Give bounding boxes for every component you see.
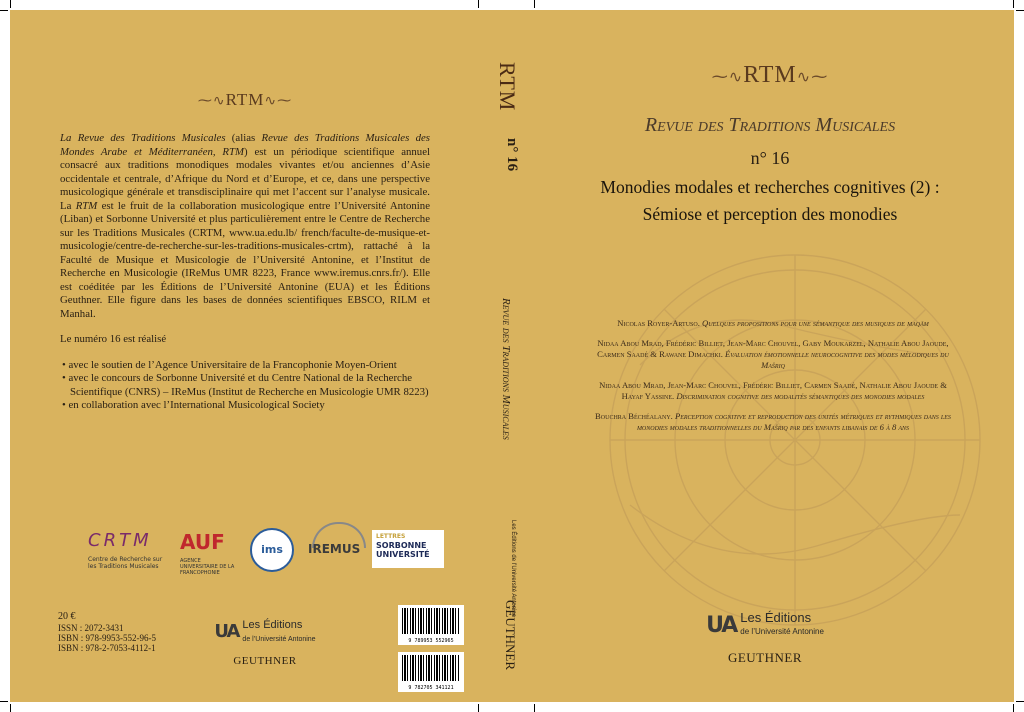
crop-mark xyxy=(0,10,8,11)
support-list xyxy=(60,359,430,413)
toc-title: Évaluation émotionnelle neurocognitive des modes mélodiques du Mašriq xyxy=(725,349,949,370)
crop-mark xyxy=(1016,701,1024,702)
crop-mark xyxy=(1013,704,1014,712)
publisher-university: de l’Université Antonine xyxy=(242,636,316,643)
realise-text: Le numéro 16 est réalisé xyxy=(60,333,167,345)
partner-logos xyxy=(80,520,460,580)
back-publisher-name xyxy=(242,618,315,645)
support-item: • en collaboration avec l’International Musicological Society xyxy=(62,399,325,411)
auf-logo: AUF xyxy=(180,530,225,554)
crop-mark xyxy=(1013,0,1014,8)
back-geuthner: GEUTHNER xyxy=(233,655,297,667)
crop-mark xyxy=(10,704,11,712)
ornament-icon: ⁓∿ xyxy=(197,94,226,109)
back-cover-text xyxy=(60,90,430,413)
toc-title: Perception cognitive et reproduction des unités métriques et rythmiques dans les monodies modales traditionnelles du Mašriq par des enfants libanais de 6 à 8 ans xyxy=(636,411,951,432)
front-publisher-name xyxy=(740,612,824,638)
crop-mark xyxy=(478,0,479,8)
support-item: • avec le soutien de l’Agence Universitaire de la Francophonie Moyen-Orient xyxy=(62,358,397,371)
crop-mark xyxy=(534,0,535,8)
toc-authors: Nidaa Abou Mrad, Frédéric Billiet, Jean-Marc Chouvel, Gaby Moukarzel, Nathalie Abou Jaoude, Carmen Saadé & Rawane Dimachki. xyxy=(597,338,949,359)
heading-line-1: Monodies modales et recherches cognitives (2) : xyxy=(600,177,940,197)
ua-mark-icon: UA xyxy=(214,621,239,642)
barcode-number: 9 789953 552965 xyxy=(408,638,454,644)
crop-mark xyxy=(534,704,535,712)
journal-title: Revue des Traditions Musicales xyxy=(644,114,896,136)
front-rtm-logo xyxy=(685,62,855,89)
issn: ISSN : 2072-3431 xyxy=(58,623,124,633)
heading-line-2: Sémiose et perception des monodies xyxy=(642,204,898,224)
toc-entry xyxy=(588,380,958,402)
front-ua-logo xyxy=(700,612,830,638)
desc-italic-1: La Revue des Traditions Musicales xyxy=(60,132,226,144)
back-identifiers xyxy=(58,612,156,653)
front-geuthner: GEUTHNER xyxy=(727,650,803,665)
back-rtm-logo xyxy=(60,90,430,110)
spine-geuthner: GEUTHNER xyxy=(503,600,518,671)
barcode-number: 9 782705 341121 xyxy=(408,685,454,691)
issue-heading xyxy=(560,174,980,228)
toc-authors: Nicolas Royer-Artuso. xyxy=(617,318,700,328)
desc-alias: (alias xyxy=(225,132,262,144)
ua-mark-icon: UA xyxy=(706,612,737,638)
barcode-1 xyxy=(398,605,464,645)
crop-mark xyxy=(0,701,8,702)
toc-authors: Nidaa Abou Mrad, Jean-Marc Chouvel, Frédéric Billiet, Carmen Saadé, Nathalie Abou Jaoude & Hayaf Yassine. xyxy=(599,380,947,401)
desc-italic-2: Revue des Traditions Musicales des Mondes Arabe et Méditerranéen, RTM xyxy=(60,132,430,158)
isbn-1: ISBN : 978-9953-552-96-5 xyxy=(58,633,156,643)
toc-authors: Bouchra Béchéalany. xyxy=(595,411,673,421)
desc-text-2: est le fruit de la collaboration musicologique entre l’Université Antonine (Liban) et Sorbonne Université et plus particulièrement entre le Centre de Recherche sur les Traditions Musicales (CRTM, www.ua.edu.lb/ french/faculte-de-musique-et-musicologie/centre-de-recherche-sur-les-traditions-musicales-crtm), rattaché à la Faculté de Musique et Musicologie de l’Université Antonine, et l’Institut de Recherche en Musicologie (IReMus UMR 8223, France www.iremus.cnrs.fr/). Elle est coéditée par les Éditions de l’Université Antonine (EUA) et les Éditions Geuthner. Elle figure dans les bases de données scientifiques EBSCO, RILM et Manhal. xyxy=(60,199,430,320)
spine-rtm: RTM xyxy=(495,62,520,112)
publisher-university: de l’Université Antonine xyxy=(740,627,824,636)
crop-mark xyxy=(1016,10,1024,11)
ornament-icon: ∿⁓ xyxy=(264,94,293,109)
back-publisher xyxy=(200,618,330,667)
sorbonne-logo-bottom: SORBONNE UNIVERSITÉ xyxy=(376,541,430,559)
auf-logo-caption: AGENCE UNIVERSITAIRE DE LA FRANCOPHONIE xyxy=(180,558,235,576)
barcode-bars xyxy=(402,655,460,681)
back-ua-logo xyxy=(200,618,330,645)
iremus-logo: IREMUS xyxy=(308,542,361,556)
toc-title: Discrimination cognitive des modalités sémantiques des monodies modales xyxy=(676,391,925,401)
table-of-contents xyxy=(588,318,958,442)
crtm-logo-caption: Centre de Recherche sur les Traditions Musicales xyxy=(88,556,163,570)
back-description xyxy=(60,132,430,321)
barcode-2 xyxy=(398,652,464,692)
barcode-bars xyxy=(402,608,460,634)
ornament-icon: ⁓∿ xyxy=(711,69,744,86)
toc-title: Quelques propositions pour une sémantique des musiques de maqām xyxy=(702,318,929,328)
publisher-editions: Les Éditions xyxy=(242,619,303,631)
issue-number: n° 16 xyxy=(750,148,790,168)
crop-mark xyxy=(478,704,479,712)
crop-mark xyxy=(10,0,11,8)
publisher-editions: Les Éditions xyxy=(740,610,812,625)
toc-entry xyxy=(588,318,958,329)
spine-number: n° 16 xyxy=(504,138,520,172)
front-publisher xyxy=(700,612,830,666)
desc-text-1: ) est un périodique scientifique annuel consacré aux traditions monodiques modales vivantes et/ou anciennes d’Asie occidentale et centrale, d’Afrique du Nord et d’Europe, et ce, dans une perspective musicologique générale et transdisciplinaire qui met l’accent sur l’analyse musicale. La xyxy=(60,145,430,212)
spine xyxy=(478,40,534,680)
back-logo-text: RTM xyxy=(225,90,265,109)
spine-title: Revue des Traditions Musicales xyxy=(500,298,512,440)
desc-rtm: RTM xyxy=(75,199,98,212)
toc-entry xyxy=(588,338,958,371)
sorbonne-logo-top: LETTRES xyxy=(376,533,406,540)
support-item: • avec le concours de Sorbonne Université et du Centre National de la Recherche Scientifique (CNRS) – IReMus (Institut de Recherche en Musicologie UMR 8223) xyxy=(62,372,429,398)
spine-editions: Les Éditions de l’Université Antonine xyxy=(510,520,516,618)
price: 20 € xyxy=(58,611,76,622)
ornament-icon: ∿⁓ xyxy=(796,69,829,86)
ims-logo: ims xyxy=(250,528,294,572)
isbn-2: ISBN : 978-2-7053-4112-1 xyxy=(58,643,156,653)
toc-entry xyxy=(588,411,958,433)
crtm-logo: CRTM xyxy=(88,530,152,551)
front-logo-text: RTM xyxy=(743,62,797,88)
sorbonne-logo xyxy=(372,530,444,568)
